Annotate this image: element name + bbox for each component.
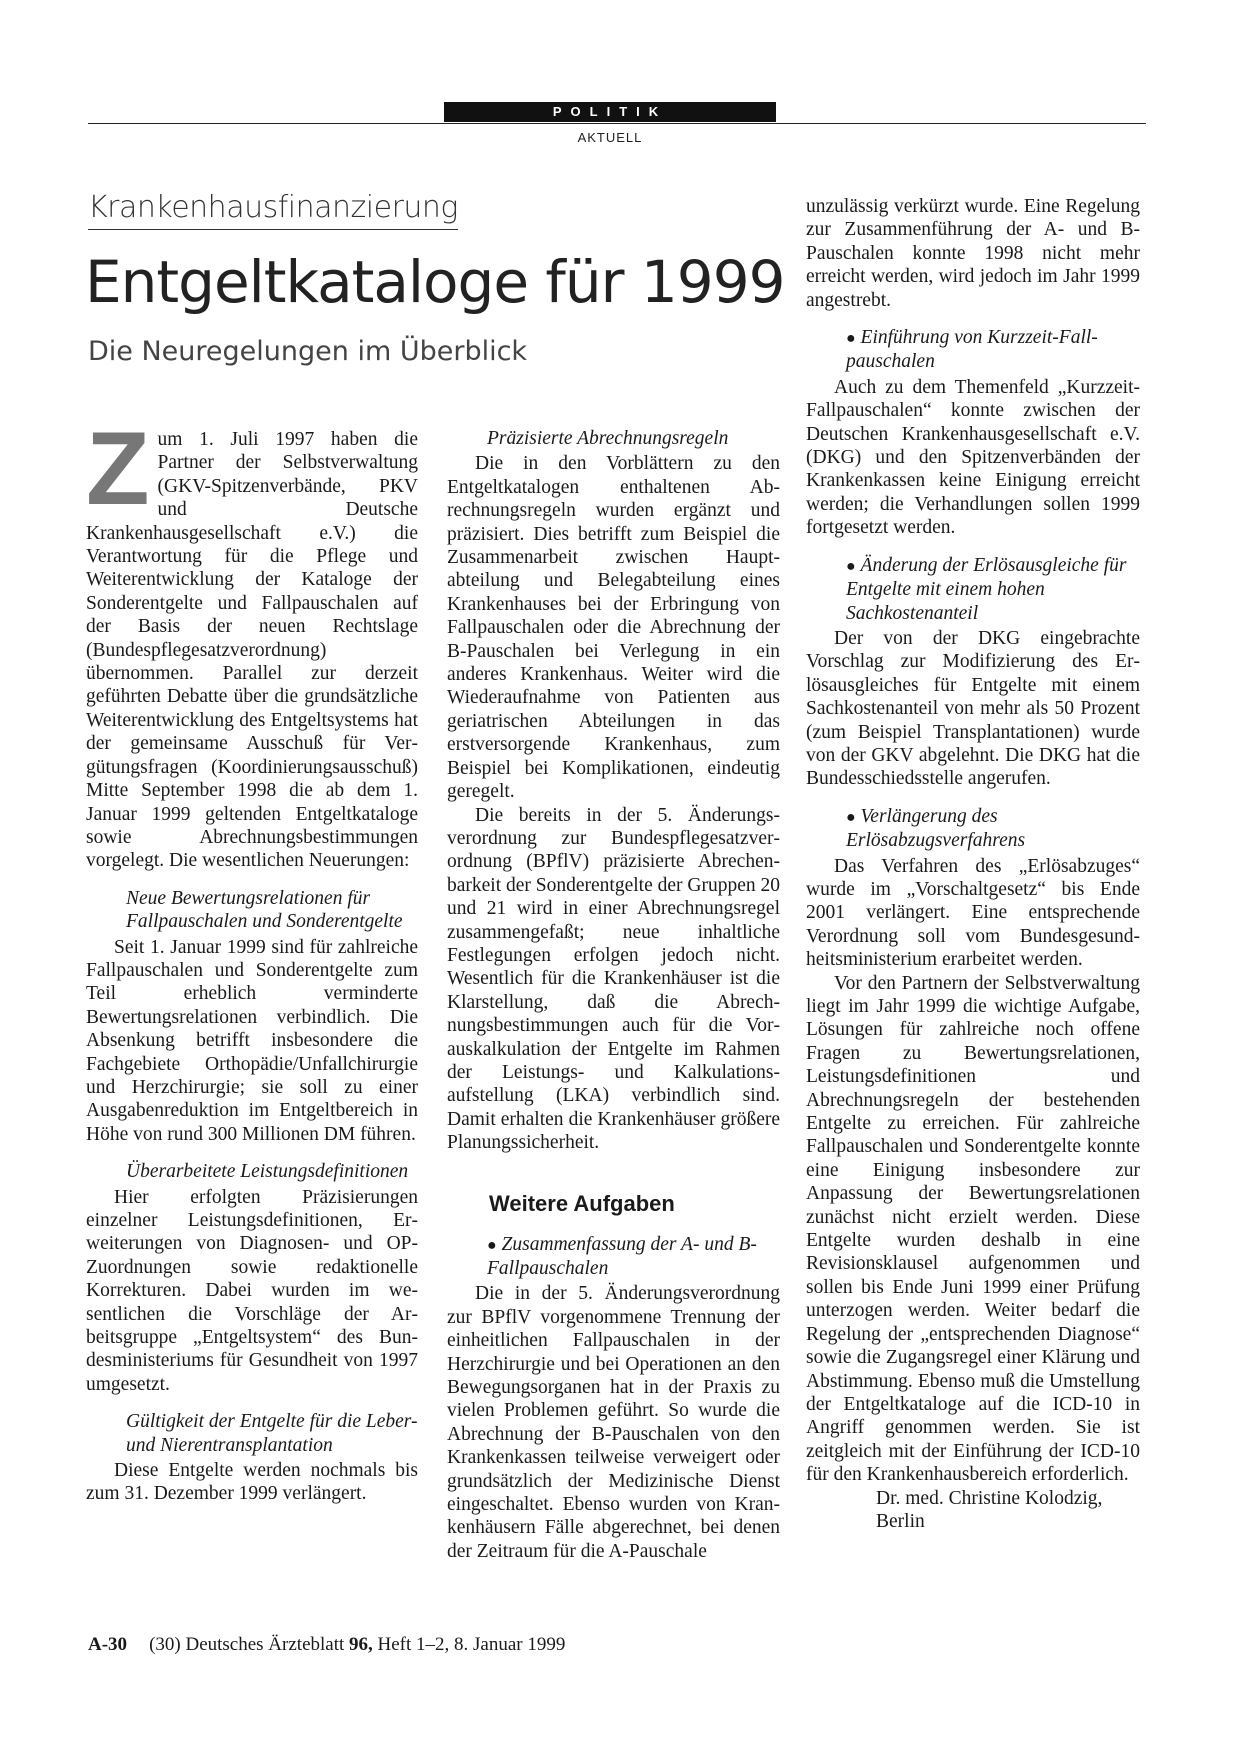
header-rule bbox=[88, 123, 1146, 124]
bullet-icon: ● bbox=[846, 330, 856, 348]
author-name: Dr. med. Christine Kolodzig, bbox=[876, 1487, 1103, 1509]
paragraph-kurzzeit: Auch zu dem Themenfeld „Kurzzeit-Fallpauschalen“ konnte zwischen der Deutschen Krankenhausgesellschaft e.V. (DKG) und den Spitzenverbänden der Krankenkassen keine Einigung erreicht werden; die Verhandlungen sollen 1999 fortgesetzt werden. bbox=[806, 376, 1140, 539]
paragraph-abrechnungsregeln-2: Die bereits in der 5. Änderungsverordnung zur Bundespflegesatzverordnung (BPflV) präzisierte Abrechenbarkeit der Sonderentgelte der Gruppen 20 und 21 wird in einer Abrechnungsregel zusammengefaßt; neue inhaltliche Festlegungen erfolgen jedoch nicht. Wesentlich für die Krankenhäuser ist die Klarstellung, daß die Abrechnungsbestimmungen auch für die Vorauskalkulation der Entgelte im Rahmen der Leistungs- und Kalkulationsaufstellung (LKA) verbindlich sind. Damit erhalten die Krankenhäuser größere Planungssicherheit. bbox=[447, 804, 781, 1154]
page-number: A-30 bbox=[88, 1634, 128, 1655]
paragraph-leistungsdefinitionen: Hier erfolgten Präzisierungen einzelner Leistungsdefinitionen, Erweiterungen von Diagnosen- und OP-Zuordnungen sowie redaktionelle Korrekturen. Dabei wurden im wesentlichen die Vorschläge der Arbeitsgruppe „Entgeltsystem“ des Bundesministeriums für Gesundheit von 1997 umgesetzt. bbox=[86, 1186, 418, 1395]
intro-paragraph: Zum 1. Juli 1997 haben die Partner der Selbstverwaltung (GKV-Spitzenverbände, PKV und Deutsche Krankenhausgesellschaft e.V.) die Verantwortung für die Pflege und Weiterentwicklung der Kataloge der Sonderentgelte und Fallpauschalen auf der Basis der neuen Rechtslage (Bundespflegesatzverordnung) übernommen. Parallel zur derzeit geführten Debatte über die grundsätzliche Weiterentwicklung des Entgeltsystems hat der gemeinsame Ausschuß für Vergütungsfragen (Koordinierungsausschuß) Mitte September 1998 die ab dem 1. Januar 1999 geltenden Entgeltkataloge sowie Abrechnungsbestimmungen vorgelegt. Die wesentlichen Neuerungen: bbox=[86, 411, 418, 872]
paragraph-bewertungsrelationen: Seit 1. Januar 1999 sind für zahlreiche Fallpauschalen und Sonderentgelte zum Teil erheblich verminderte Bewertungsrelationen verbindlich. Die Absenkung betrifft insbesondere die Fachgebiete Orthopädie/Unfallchirurgie und Herzchirurgie; sie soll zu einer Ausgabenreduktion im Entgeltbereich in Höhe von rund 300 Millionen DM führen. bbox=[86, 936, 418, 1145]
article-subtitle: Die Neuregelungen im Überblick bbox=[88, 336, 528, 367]
paragraph-erloesabzug-1: Das Verfahren des „Erlösabzuges“ wurde im „Vorschaltgesetz“ bis Ende 2001 verlängert. Eine entsprechende Verordnung soll vom Bundesgesundheitsministerium erarbeitet werden. bbox=[806, 855, 1140, 971]
author-city: Berlin bbox=[876, 1510, 925, 1532]
paragraph-transplantation: Diese Entgelte werden nochmals bis zum 31. Dezember 1999 verlängert. bbox=[86, 1460, 418, 1505]
drop-cap: Z bbox=[86, 411, 150, 527]
article-title: Entgeltkataloge für 1999 bbox=[85, 248, 785, 316]
subheading-leistungsdefinitionen: Überarbeitete Leistungsdefinitionen bbox=[126, 1161, 409, 1183]
subheading-abrechnungsregeln: Präzisierte Abrechnungsregeln bbox=[487, 428, 729, 449]
paragraph-erloesabzug-2: Vor den Partnern der Selbstverwaltung liegt im Jahr 1999 die wichtige Aufgabe, Lösungen für zahlreiche noch offene Fragen zu Bewertungsrelationen, Leistungsdefinitionen und Abrechnungsregeln der bestehenden Entgelte zu erreichen. Für zahlreiche Fallpauschalen und Sonderentgelte konnte eine Einigung insbesondere zur Anpassung der Bewertungsrelationen zunächst nicht erzielt werden. Diese Entgelte wurden deshalb in eine Revisionsklausel aufgenommen und sollen bis Ende Juni 1999 einer Prüfung unterzogen werden. Weiter bedarf die Regelung der „entsprechenden Diagnose“ sowie die Zugangsregel einer Klärung und Abstimmung. Ebenso muß die Umstellung der Entgeltkataloge auf die ICD-10 in Angriff genommen werden. Sie ist zeitgleich mit der Einführung der ICD-10 für den Krankenhausbereich erforderlich. bbox=[806, 972, 1140, 1486]
citation-volume: 96, bbox=[349, 1634, 373, 1655]
bullet-icon: ● bbox=[487, 1236, 497, 1254]
paragraph-abrechnungsregeln-1: Die in den Vorblättern zu den Entgeltkatalogen enthaltenen Abrechnungsregeln wurden ergänzt und präzisiert. Dies betrifft zum Beispiel die Zusammenarbeit zwischen Hauptabteilung und Belegabteilung eines Krankenhauses bei der Erbringung von Fallpauschalen oder die Abrechnung der B-Pauschalen bei Verlegung in ein anderes Krankenhaus. Weiter wird die Wiederaufnahme von Patienten aus geriatrischen Abteilungen in das erstversorgende Krankenhaus, zum Beispiel bei Komplikationen, eindeutig geregelt. bbox=[447, 453, 780, 803]
paragraph-zusammenfassung-cont: unzulässig verkürzt wurde. Eine Regelung zur Zusammenführung der A- und B-Pauschalen konnte 1998 nicht mehr erreicht werden, wird jedoch im Jahr 1999 angestrebt. bbox=[806, 196, 1140, 311]
paragraph-zusammenfassung: Die in der 5. Änderungsverordnung zur BPflV vorgenommene Trennung der einheitlichen Fallpauschalen in der Herzchirurgie und bei Operationen an den Bewegungsorganen hat in der Praxis zu vielen Problemen geführt. So wurde die Abrechnung der B-Pauschalen von den Krankenkassen teilweise verweigert oder grundsätzlich der Medizinische Dienst eingeschaltet. Ebenso wurden von Krankenhäusern Fälle abgerechnet, bei denen der Zeitraum für die A-Pauschale bbox=[447, 1283, 780, 1562]
section-heading-weitere-aufgaben: Weitere Aufgaben bbox=[489, 1190, 675, 1216]
subsection-label: AKTUELL bbox=[577, 130, 643, 145]
paragraph-erloesausgleiche: Der von der DKG eingebrachte Vorschlag zur Modifizierung des Erlösausgleiches für Entgelte mit einem Sachkostenanteil von mehr als 50 Prozent (zum Beispiel Transplantationen) wurde von der GKV abgelehnt. Die DKG hat die Bundesschiedsstelle angerufen. bbox=[806, 627, 1140, 790]
subheading-zusammenfassung: ● Zusammenfassung der A- und B-Fallpauschalen bbox=[487, 1233, 757, 1279]
subheading-erloesausgleiche: ● Änderung der Erlösausgleiche für Entgelte mit einem hohen Sachkostenanteil bbox=[846, 554, 1127, 624]
bullet-icon: ● bbox=[846, 808, 856, 826]
column-2 bbox=[447, 427, 780, 1563]
column-1 bbox=[86, 411, 418, 1506]
page-footer bbox=[88, 1634, 565, 1656]
article-kicker: Krankenhausfinanzierung bbox=[88, 190, 458, 230]
subheading-erloesabzug: ● Verlängerung des Erlösabzugsverfahrens bbox=[846, 805, 1026, 852]
column-3 bbox=[806, 195, 1140, 1533]
bullet-icon: ● bbox=[846, 557, 856, 575]
citation-prefix: (30) Deutsches Ärzteblatt bbox=[149, 1634, 350, 1655]
citation-suffix: Heft 1–2, 8. Januar 1999 bbox=[372, 1634, 566, 1655]
subheading-kurzzeit: ● Einführung von Kurzzeit-Fallpauschalen bbox=[846, 327, 1098, 373]
section-label: POLITIK bbox=[444, 102, 776, 122]
subheading-bewertungsrelationen: Neue Bewertungsrelationen für Fallpauschalen und Sonderentgelte bbox=[126, 887, 403, 933]
subheading-transplantation: Gültigkeit der Entgelte für die Leber- und Nierentransplantation bbox=[126, 1411, 418, 1456]
